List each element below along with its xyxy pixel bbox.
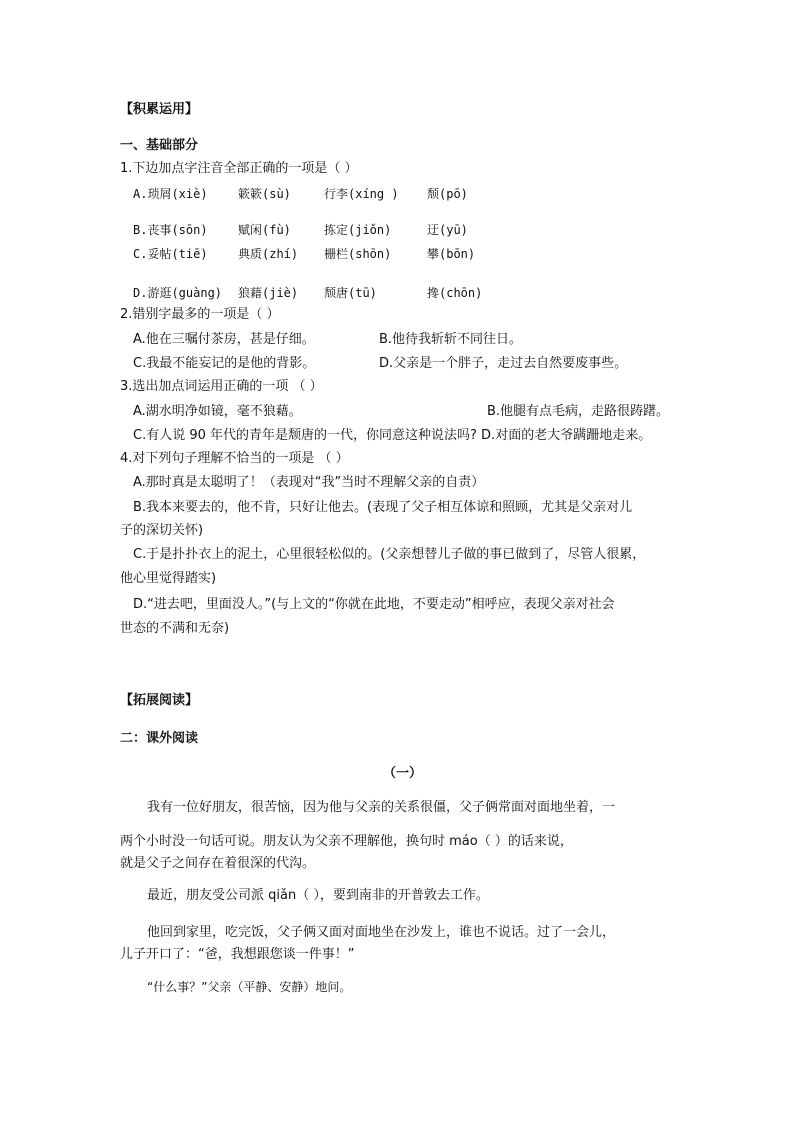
q1-b-1: B.丧事(sōn) bbox=[133, 223, 208, 237]
passage-p2: 最近，朋友受公司派 qiǎn（ ），要到南非的开普敦去工作。 bbox=[147, 888, 489, 903]
q4-option-d-line1: D.“进去吧，里面没人。”(与上文的“你就在此地，不要走动”相呼应，表现父亲对社会 bbox=[133, 597, 615, 612]
q1-a-3: 行李(xíng ) bbox=[324, 187, 399, 201]
passage-p1-line3: 就是父子之间存在着很深的代沟。 bbox=[120, 856, 316, 871]
passage-p3-line2: 儿子开口了：“爸，我想跟您谈一件事！” bbox=[120, 947, 355, 962]
q1-a-1: A.琐屑(xiè) bbox=[133, 187, 208, 201]
q1-c-1: C.妥帖(tiē) bbox=[133, 247, 208, 261]
q1-b-2: 赋闲(fù) bbox=[238, 223, 291, 237]
q4-stem: 4.对下列句子理解不恰当的一项是 （ ） bbox=[120, 451, 349, 466]
q1-a-4: 颓(pō) bbox=[427, 187, 468, 201]
passage-p1-line1: 我有一位好朋友，很苦恼，因为他与父亲的关系很僵，父子俩常面对面地坐着，一 bbox=[147, 800, 616, 815]
section-title-extended-reading: 【拓展阅读】 bbox=[120, 693, 199, 708]
q4-option-b-line2: 子的深切关怀) bbox=[120, 523, 204, 538]
q1-b-4: 迂(yū) bbox=[427, 223, 468, 237]
q1-c-2: 典质(zhí) bbox=[238, 247, 299, 261]
q1-stem: 1.下边加点字注音全部正确的一项是（ ） bbox=[120, 161, 358, 176]
q1-c-4: 攀(bōn) bbox=[427, 247, 476, 261]
q1-a-2: 簌簌(sù) bbox=[238, 187, 291, 201]
part-basic-heading: 一、基础部分 bbox=[120, 138, 199, 153]
q4-option-c-line2: 他心里觉得踏实) bbox=[120, 571, 217, 586]
q4-option-a: A.那时真是太聪明了！（表现对“我”当时不理解父亲的自责） bbox=[133, 475, 485, 490]
q2-stem: 2.错别字最多的一项是（ ） bbox=[120, 307, 280, 322]
q1-b-3: 拣定(jiǒn) bbox=[324, 223, 392, 237]
q2-option-b: B.他待我斩斩不同往日。 bbox=[379, 332, 523, 347]
q2-option-a: A.他在三嘱付茶房，甚是仔细。 bbox=[133, 332, 315, 347]
q1-d-1: D.游逛(guàng) bbox=[133, 286, 223, 300]
q1-c-3: 栅栏(shōn) bbox=[324, 247, 392, 261]
q4-option-b-line1: B.我本来要去的，他不肯，只好让他去。(表现了父子相互体谅和照顾，尤其是父亲对儿 bbox=[133, 500, 633, 515]
q4-option-d-line2: 世态的不满和无奈) bbox=[120, 621, 230, 636]
passage-p3-line1: 他回到家里，吃完饭，父子俩又面对面地坐在沙发上，谁也不说话。过了一会儿， bbox=[147, 925, 616, 940]
q1-d-3: 颓唐(tū) bbox=[324, 286, 377, 300]
q2-option-d: D.父亲是一个胖子，走过去自然要废事些。 bbox=[379, 356, 628, 371]
q1-d-4: 搀(chōn) bbox=[427, 286, 483, 300]
q4-option-c-line1: C.于是扑扑衣上的泥土，心里很轻松似的。(父亲想替儿子做的事已做到了，尽管人很累， bbox=[133, 547, 646, 562]
passage-title: （一） bbox=[383, 766, 423, 781]
q3-stem: 3.选出加点词运用正确的一项 （ ） bbox=[120, 379, 323, 394]
part-extra-reading-heading: 二：课外阅读 bbox=[120, 731, 199, 746]
passage-p4: “什么事？”父亲（平静、安静）地问。 bbox=[147, 980, 352, 994]
q3-option-a: A.湖水明净如镜，毫不狼藉。 bbox=[133, 404, 302, 419]
q3-option-b: B.他腿有点毛病，走路很踌躇。 bbox=[487, 404, 670, 419]
q1-d-2: 狼藉(jiè) bbox=[238, 286, 299, 300]
passage-p1-line2: 两个小时没一句话可说。朋友认为父亲不理解他，换句时 máo（ ）的话来说， bbox=[120, 834, 573, 849]
q3-option-c-d: C.有人说 90 年代的青年是颓唐的一代，你同意这种说法吗? D.对面的老大爷蹒跚地走来。 bbox=[133, 428, 652, 443]
section-title-accumulate: 【积累运用】 bbox=[120, 102, 199, 117]
q2-option-c: C.我最不能妄记的是他的背影。 bbox=[133, 356, 316, 371]
